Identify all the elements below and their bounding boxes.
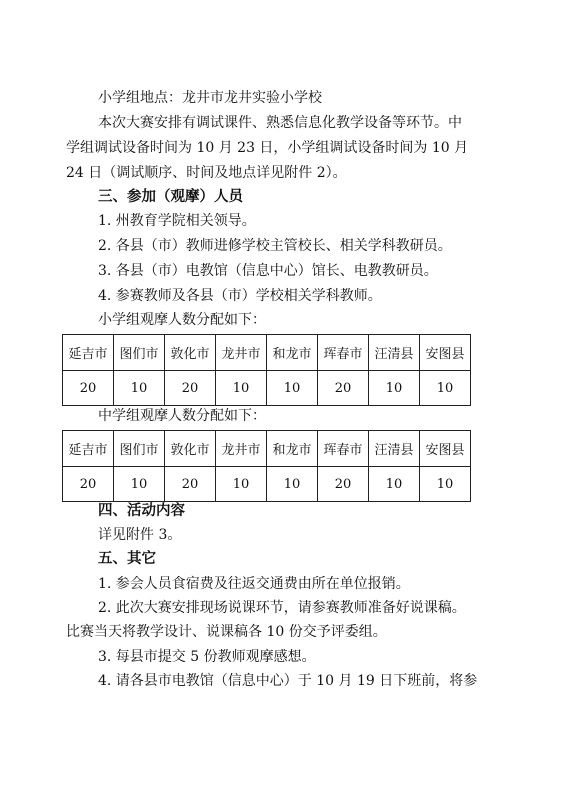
participant-item-2: 2. 各县（市）教师进修学校主管校长、相关学科教研员。 — [98, 238, 452, 254]
table-cell: 10 — [420, 371, 471, 406]
activity-content-text: 详见附件 3。 — [98, 527, 182, 543]
other-item-2-line-1: 2. 此次大赛安排现场说课环节，请参赛教师准备好说课稿。 — [98, 600, 466, 616]
table-header-cell: 龙井市 — [216, 335, 267, 371]
table-cell: 20 — [318, 371, 369, 406]
table-cell: 20 — [318, 467, 369, 502]
table-cell: 20 — [165, 467, 216, 502]
table-header-cell: 和龙市 — [267, 431, 318, 467]
table-cell: 20 — [165, 371, 216, 406]
other-item-2-line-2: 比赛当天将教学设计、说课稿各 10 份交予评委组。 — [66, 624, 387, 640]
table-header-row — [63, 431, 471, 467]
table-cell: 10 — [114, 467, 165, 502]
table-cell: 10 — [369, 467, 420, 502]
debug-paragraph-line-1: 本次大赛安排有调试课件、熟悉信息化教学设备等环节。中 — [98, 115, 462, 131]
middle-table-caption: 中学组观摩人数分配如下： — [98, 408, 266, 424]
table-cell: 10 — [114, 371, 165, 406]
table-cell: 20 — [63, 371, 114, 406]
table-cell: 10 — [267, 467, 318, 502]
table-cell: 10 — [267, 371, 318, 406]
table-cell: 10 — [216, 371, 267, 406]
table-header-cell: 图们市 — [114, 335, 165, 371]
table-cell: 10 — [369, 371, 420, 406]
table-row — [63, 371, 471, 406]
table-header-cell: 图们市 — [114, 431, 165, 467]
primary-table-caption: 小学组观摩人数分配如下： — [98, 312, 266, 328]
section-4-heading: 四、活动内容 — [98, 503, 185, 519]
table-header-cell: 敦化市 — [165, 431, 216, 467]
table-header-cell: 龙井市 — [216, 431, 267, 467]
debug-paragraph-line-2: 学组调试设备时间为 10 月 23 日，小学组调试设备时间为 10 月 — [66, 140, 469, 156]
table-header-cell: 珲春市 — [318, 431, 369, 467]
table-header-cell: 敦化市 — [165, 335, 216, 371]
table-header-cell: 延吉市 — [63, 431, 114, 467]
table-row — [63, 467, 471, 502]
table-header-cell: 汪清县 — [369, 431, 420, 467]
table-header-cell: 珲春市 — [318, 335, 369, 371]
table-cell: 10 — [216, 467, 267, 502]
other-item-3: 3. 每县市提交 5 份教师观摩感想。 — [98, 649, 316, 665]
table-cell: 10 — [420, 467, 471, 502]
table-cell: 20 — [63, 467, 114, 502]
participant-item-3: 3. 各县（市）电教馆（信息中心）馆长、电教教研员。 — [98, 263, 438, 279]
section-5-heading: 五、其它 — [98, 551, 156, 567]
table-header-cell: 和龙市 — [267, 335, 318, 371]
table-header-cell: 安图县 — [420, 335, 471, 371]
table-header-cell: 汪清县 — [369, 335, 420, 371]
debug-paragraph-line-3: 24 日（调试顺序、时间及地点详见附件 2）。 — [66, 165, 347, 181]
table-header-cell: 安图县 — [420, 431, 471, 467]
table-header-row — [63, 335, 471, 371]
other-item-4: 4. 请各县市电教馆（信息中心）于 10 月 19 日下班前，将参 — [98, 673, 478, 689]
table-header-cell: 延吉市 — [63, 335, 114, 371]
participant-item-4: 4. 参赛教师及各县（市）学校相关学科教师。 — [98, 288, 382, 304]
section-3-heading: 三、参加（观摩）人员 — [98, 189, 243, 205]
participant-item-1: 1. 州教育学院相关领导。 — [98, 213, 256, 229]
middle-allocation-table — [62, 430, 471, 502]
primary-location: 小学组地点：龙井市龙井实验小学校 — [98, 90, 322, 106]
other-item-1: 1. 参会人员食宿费及往返交通费由所在单位报销。 — [98, 576, 410, 592]
primary-allocation-table — [62, 334, 471, 406]
